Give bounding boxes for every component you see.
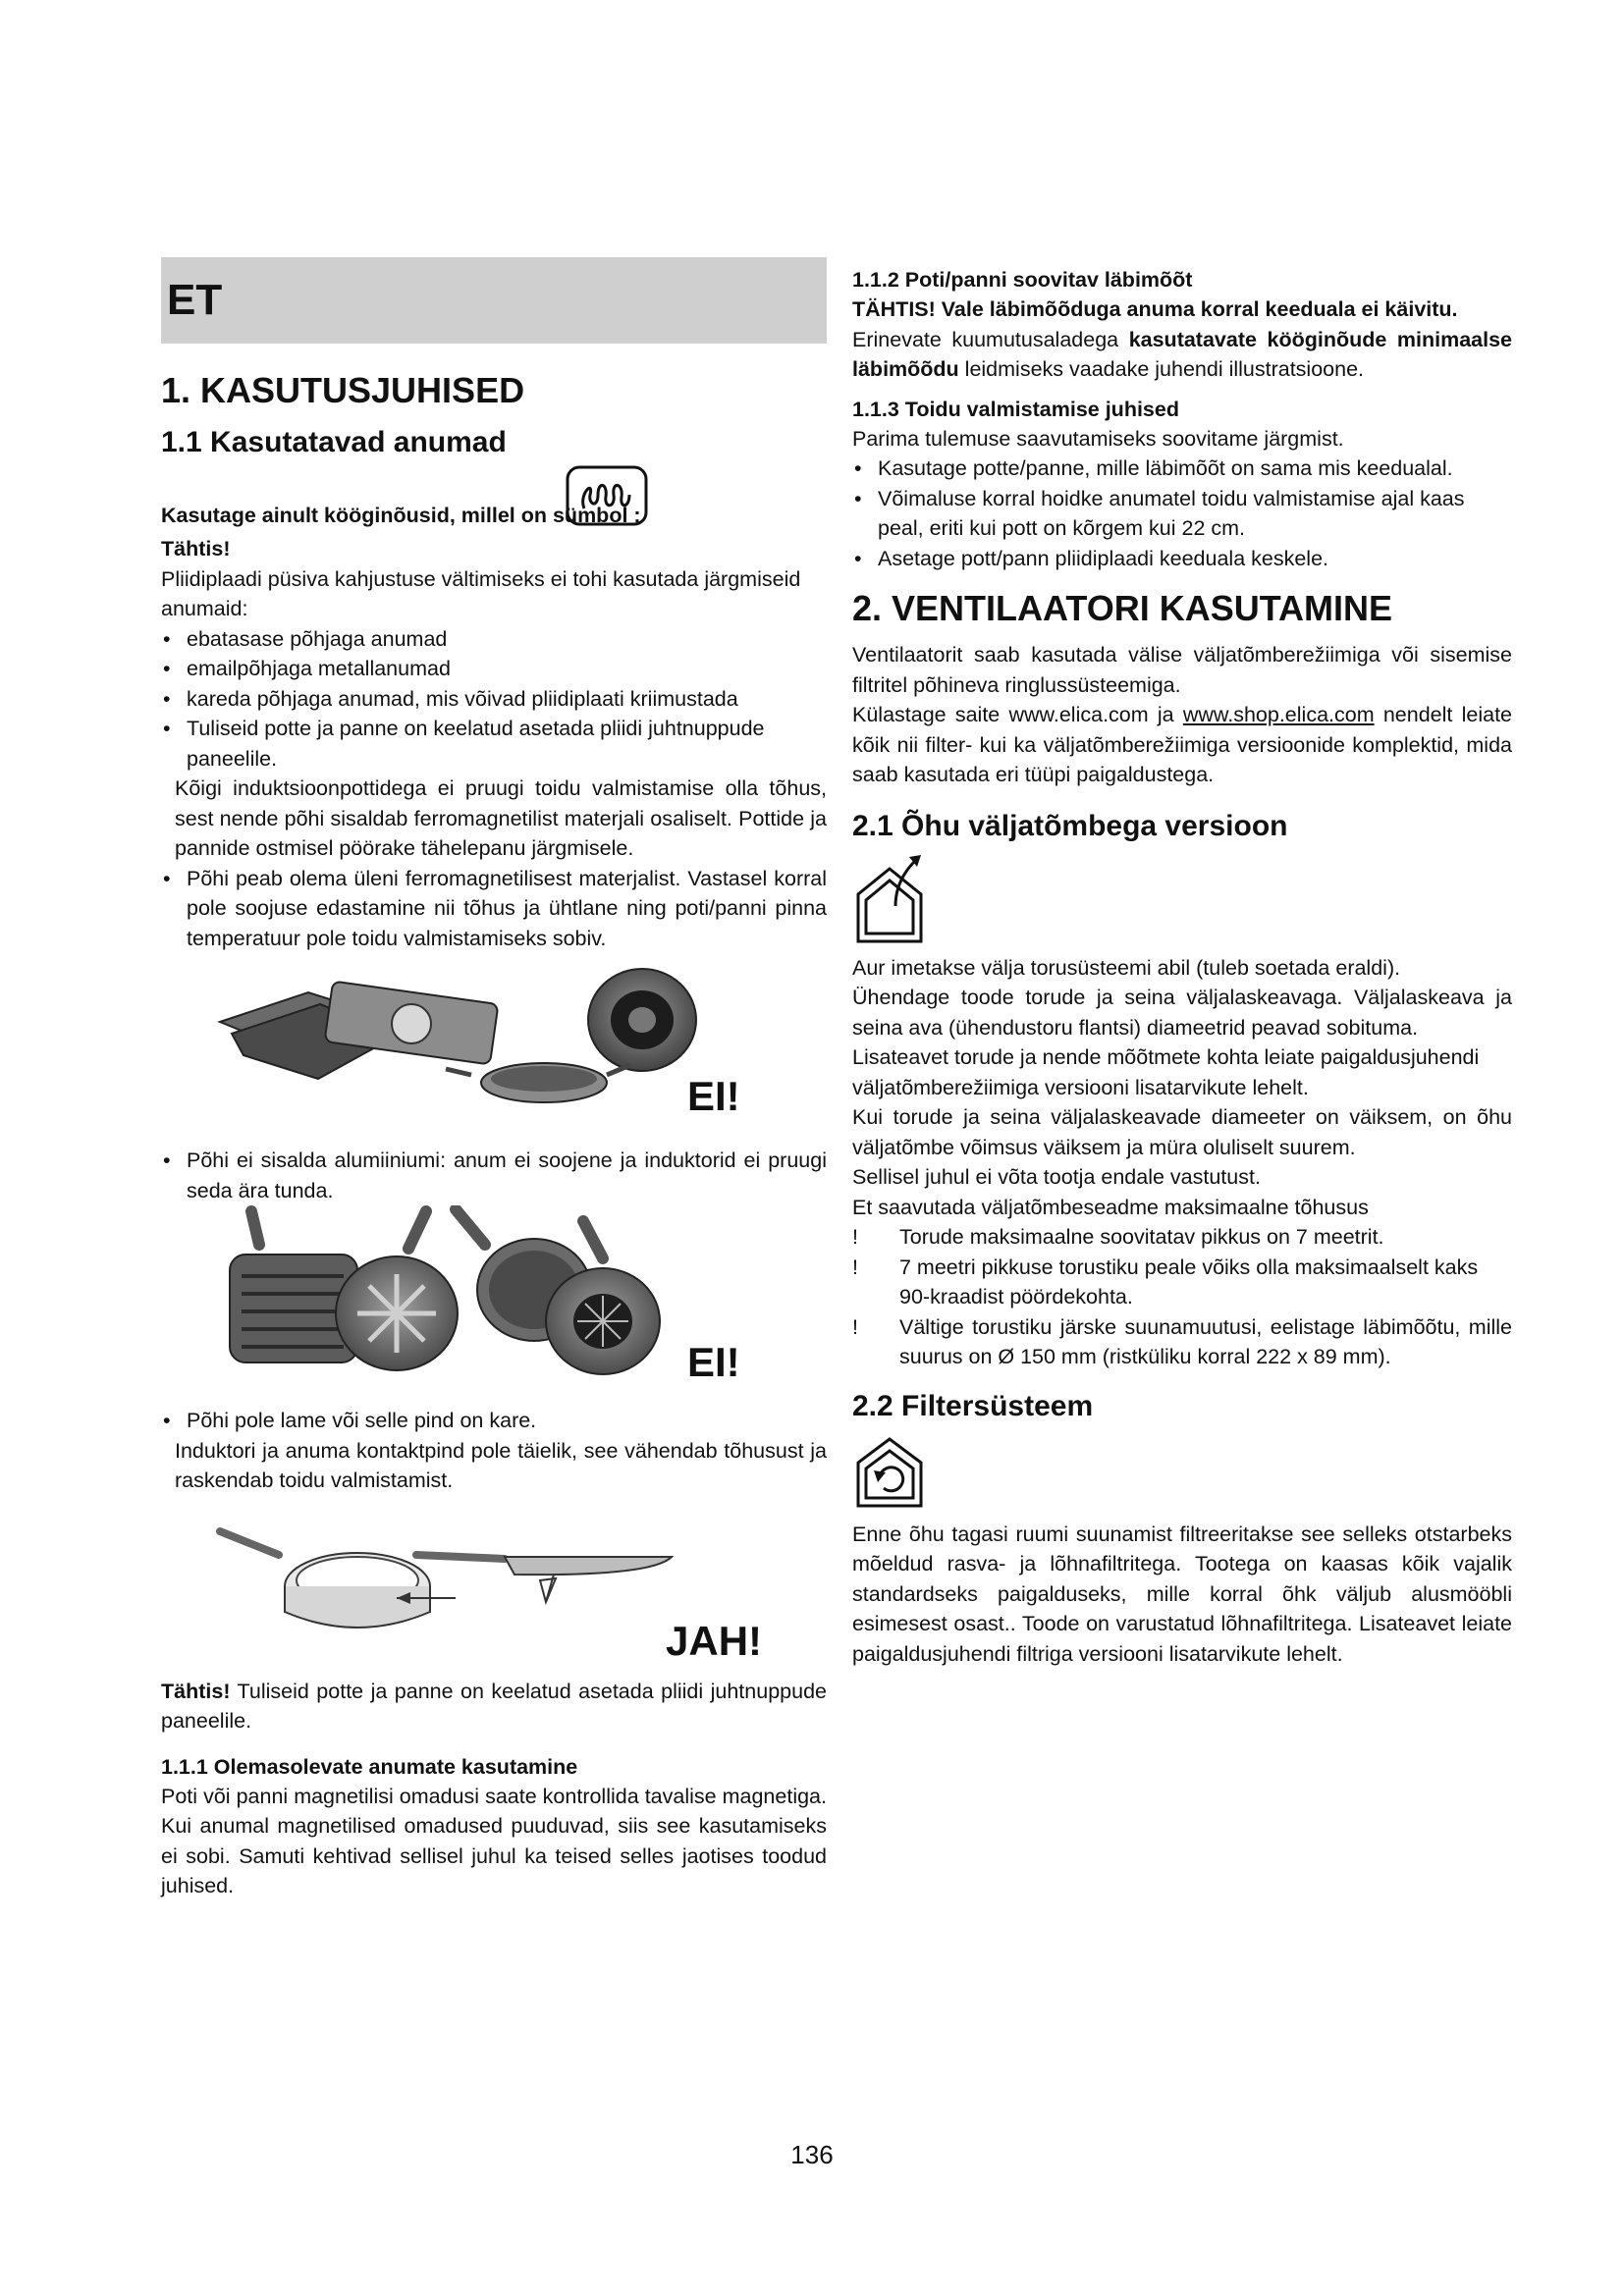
subsection-1-1-1-title: 1.1.1 Olemasolevate anumate kasutamine <box>161 1754 578 1779</box>
illustration-unsuitable-cookware-2 <box>161 1205 827 1392</box>
subsection-2-2-title: 2.2 Filtersüsteem <box>852 1389 1094 1422</box>
induction-note: Kõigi induktsioonpottidega ei pruugi toidu valmistamise olla tõhus, sest nende põhi sisaldab ferromagnetilist materjali osaliselt. Pottide ja pannide ostmisel pöörake tähelepanu järgmisele. <box>175 776 827 860</box>
unsuitable-list <box>161 624 827 774</box>
list-item: • emailpõhjaga metallanumad <box>161 654 827 684</box>
important-hot-pans-note <box>161 1677 827 1736</box>
filter-system-text: Enne õhu tagasi ruumi suunamist filtreeritakse see selleks otstarbeks mõeldud rasva- ja lõhnafiltritega. Tootega on kaasas kõik vajalik standardseks paigalduseks, mille korral õhk väljub alusmööbli esimesest osast.. Toode on varustatud lõhnafiltritega. Lisateavet leiate paigaldusjuhendi filtriga versiooni lisatarvikute lehelt. <box>852 1522 1512 1666</box>
bang-mark: ! <box>852 1314 858 1339</box>
elica-sites-post: nendelt leiate kõik nii filter- kui ka väljatõmberežiimiga versioonide komplektid, mida saab kasutada eri tüüpi paigaldustega. <box>852 703 1513 786</box>
list-item: • Tuliseid potte ja panne on keelatud asetada pliidi juhtnuppude paneelile. <box>161 714 827 774</box>
verdict-suitable: JAH! <box>666 1617 763 1664</box>
air-extraction-line: Lisateavet torude ja nende mõõtmete kohta leiate paigaldusjuhendi väljatõmberežiimiga versiooni lisatarvikute lehelt. <box>852 1045 1480 1099</box>
right-column <box>852 265 1512 1669</box>
important-hot-pans-text: Tuliseid potte ja panne on keelatud asetada pliidi juhtnuppude paneelile. <box>161 1679 827 1733</box>
left-column <box>161 257 827 1901</box>
aluminium-bullet: • Põhi ei sisalda alumiiniumi: anum ei soojene ja induktorid ei pruugi seda ära tunda. <box>161 1146 827 1205</box>
list-item <box>852 1312 1512 1372</box>
text-1-1-2-end: leidmiseks vaadake juhendi illustratsioone. <box>958 357 1364 381</box>
important-label: Tähtis! <box>161 537 231 561</box>
fan-usage-text: Ventilaatorit saab kasutada välise väljatõmberežiimiga või sisemise filtritel põhineva ringlussüsteemiga. <box>852 643 1512 697</box>
cooking-tips-list <box>852 454 1512 573</box>
subsection-1-1-3-text: Parima tulemuse saavutamiseks soovitame järgmist. <box>852 426 1344 451</box>
text-1-1-2-bold: kasutatavate kööginõude minimaalse läbimõõdu <box>852 327 1513 381</box>
air-extraction-line: Ühendage toode torude ja seina väljalaskeavaga. Väljalaskeava ja seina ava (ühendustoru flantsi) diameetrid peavad sobituma. <box>852 986 1512 1040</box>
induction-coil-icon <box>565 465 653 528</box>
air-extraction-line: Aur imetakse välja torusüsteemi abil (tuleb soetada eraldi). <box>852 955 1401 980</box>
list-item <box>852 1253 1512 1312</box>
list-item: • ebatasase põhjaga anumad <box>161 624 827 655</box>
section-1-title: 1. KASUTUSJUHISED <box>161 370 525 410</box>
list-item: • Võimaluse korral hoidke anumatel toidu valmistamise ajal kaas peal, eriti kui pott on kõrgem kui 22 cm. <box>852 484 1512 544</box>
subsection-1-1-3-title: 1.1.3 Toidu valmistamise juhised <box>852 397 1179 421</box>
list-item: • Asetage pott/pann pliidiplaadi keeduala keskele. <box>852 544 1512 574</box>
section-2-title: 2. VENTILAATORI KASUTAMINE <box>852 588 1393 628</box>
bang-mark: ! <box>852 1255 858 1279</box>
verdict-not-suitable-2: EI! <box>687 1339 740 1385</box>
unsuitable-intro: Pliidiplaadi püsiva kahjustuse vältimiseks ei tohi kasutada järgmiseid anumaid: <box>161 566 801 620</box>
list-item-text: 7 meetri pikkuse torustiku peale võiks olla maksimaalselt kaks 90-kraadist pöördekohta. <box>899 1255 1479 1308</box>
page-number: 136 <box>790 2140 834 2169</box>
important-label-2: Tähtis! <box>161 1679 231 1703</box>
language-band: ET <box>161 257 827 344</box>
extraction-tips-list <box>852 1222 1512 1372</box>
text-1-1-2-start: Erinevate kuumutusaladega <box>852 327 1129 351</box>
list-item-text: Vältige torustiku järske suunamuutusi, eelistage läbimõõtu, mille suurus on Ø 150 mm (ristküliku korral 222 x 89 mm). <box>899 1314 1512 1368</box>
verdict-not-suitable-1: EI! <box>687 1073 740 1119</box>
air-extraction-line: Kui torude ja seina väljalaskeavade diameeter on väiksem, on õhu väljatõmbe võimsus väiksem ja müra oluliselt suurem. <box>852 1105 1512 1159</box>
symbol-line <box>161 465 827 534</box>
ferromagnetic-bullet: • Põhi peab olema üleni ferromagnetilisest materjalist. Vastasel korral pole soojuse edastamine nii tõhus ja ühtlane ning poti/panni pinna temperatuur pole toidu valmistamiseks sobiv. <box>161 864 827 954</box>
air-extraction-line: Sellisel juhul ei võta tootja endale vastutust. <box>852 1165 1261 1189</box>
shop-elica-link[interactable]: www.shop.elica.com <box>1182 703 1375 726</box>
subsection-1-1-2-text <box>852 325 1512 385</box>
important-diameter-note: TÄHTIS! Vale läbimõõduga anuma korral keeduala ei käivitu. <box>852 297 1458 321</box>
list-item <box>852 1222 1512 1253</box>
bang-mark: ! <box>852 1225 858 1249</box>
air-extraction-line: Et saavutada väljatõmbeseadme maksimaalne tõhusus <box>852 1195 1369 1219</box>
list-item: • Kasutage potte/panne, mille läbimõõt on sama mis keedualal. <box>852 454 1512 484</box>
elica-sites-pre: Külastage saite www.elica.com ja <box>852 703 1183 726</box>
flat-bottom-note: Induktori ja anuma kontaktpind pole täielik, see vähendab tõhusust ja raskendab toidu valmistamist. <box>175 1438 827 1492</box>
subsection-1-1-2-title: 1.1.2 Poti/panni soovitav läbimõõt <box>852 268 1193 292</box>
air-extraction-house-icon <box>852 851 931 949</box>
filter-recirculation-house-icon <box>852 1433 931 1512</box>
subsection-2-1-title: 2.1 Õhu väljatõmbega versioon <box>852 809 1288 842</box>
list-item-text: Torude maksimaalne soovitatav pikkus on 7 meetrit. <box>899 1225 1384 1249</box>
symbol-line-text: Kasutage ainult kööginõusid, millel on sümbol : <box>161 503 641 527</box>
flat-bottom-bullet: • Põhi pole lame või selle pind on kare. <box>161 1406 827 1436</box>
illustration-unsuitable-cookware-1 <box>161 953 827 1132</box>
elica-sites-text <box>852 700 1512 790</box>
list-item: • kareda põhjaga anumad, mis võivad pliidiplaati kriimustada <box>161 684 827 715</box>
air-extraction-text <box>852 953 1512 1223</box>
subsection-1-1-1-text: Poti või panni magnetilisi omadusi saate kontrollida tavalise magnetiga. Kui anumal magnetilised omadused puuduvad, siis see kasutamiseks ei sobi. Samuti kehtivad sellisel juhul ka teised selles jaotises toodud juhised. <box>161 1784 827 1897</box>
illustration-suitable-cookware <box>161 1496 827 1665</box>
subsection-1-1-title: 1.1 Kasutatavad anumad <box>161 426 507 458</box>
